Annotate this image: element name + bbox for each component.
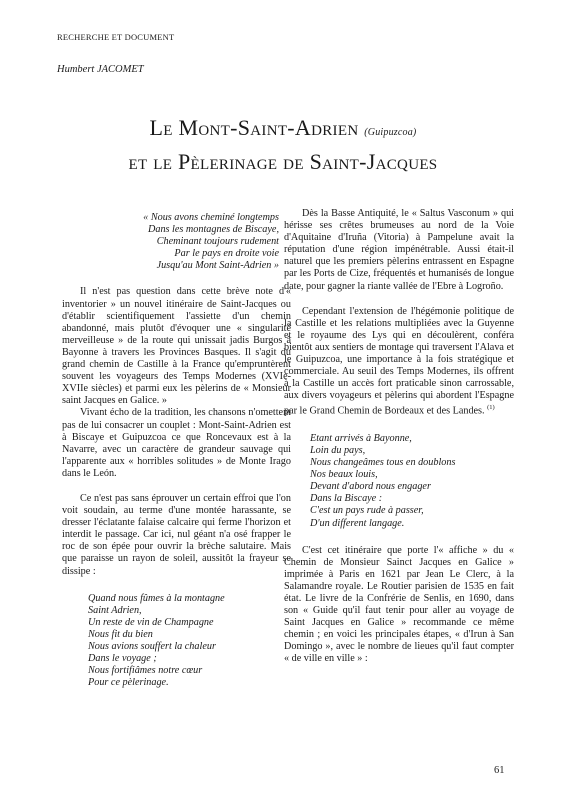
section-header: RECHERCHE ET DOCUMENT [57, 32, 175, 42]
poem-line: C'est un pays rude à passer, [310, 505, 424, 517]
poem-line: Un reste de vin de Champagne [88, 616, 214, 628]
poem-line: Nous avions souffert la chaleur [88, 641, 216, 652]
left-column [62, 208, 291, 691]
paragraph: Dès la Basse Antiquité, le « Saltus Vasconum » qui hérisse ses crêtes brumeuses au nord de la Voie d'Aquitaine d'Iruña (Vitoria) à Pampelune avait la réputation d'une région impénétrable. Aussi était-il naturel que les premiers pèlerins entrassent en Espagne par les Ports de Cize, fréquentés et humanisés de longue date, pour gagner la riante vallée de l'Ebre à Logroño. [284, 208, 514, 292]
poem-line: Quand nous fûmes à la montagne [88, 592, 225, 604]
paragraph-text: Cependant l'extension de l'hégémonie politique de la Castille et les relations multipliées avec la Guyenne et le royaume des Lys qui en découlèrent, conféra bientôt aux sentiers de montage qui traversent l'Alava et le Guipuzcoa, une importance à la fois stratégique et commerciale. Au seuil des Temps Modernes, ils offrent à la Castille un accès fort praticable sinon carrossable, aux divers voyageurs et pèlerins qui abordent l'Espagne par le Grand Chemin de Bordeaux et des Landes. [284, 305, 514, 417]
poem-line: Dans la Biscaye : [310, 493, 383, 505]
poem-line: D'un different langage. [310, 517, 405, 529]
epigraph-line: Dans les montagnes de Biscaye, [148, 224, 279, 236]
author-name: Humbert JACOMET [57, 64, 144, 75]
poem-line: Nous fit du bien [88, 628, 153, 640]
epigraph [62, 212, 279, 272]
epigraph-line: Jusqu'au Mont Saint-Adrien » [156, 260, 279, 272]
poem [88, 593, 291, 690]
epigraph-line: Par le pays en droite voie [174, 248, 279, 260]
paragraph: Vivant écho de la tradition, les chansons n'omettent pas de lui consacrer un couplet : Mont-Saint-Adrien est à Biscaye et Guipuzcoa ce que Roncevaux est à la Navarre, avec un caractère de grandeur sauvage qui l'apparente aux « horribles solitudes » de Monte Irago dans le León. [62, 407, 291, 479]
poem-line: Nous changeâmes tous en doublons [310, 457, 456, 469]
title-main: Le Mont-Saint-Adrien [149, 115, 359, 140]
epigraph-line: Cheminant toujours rudement [156, 236, 279, 248]
poem-line: Devant d'abord nous engager [310, 481, 431, 493]
title-line-1 [57, 113, 509, 147]
paragraph: C'est cet itinéraire que porte l'« affiche » du « Chemin de Monsieur Sainct Jacques en Galice » imprimée à Paris en 1621 par Jean Le Clerc, à la Salamandre royale. Le Routier parisien de 1535 en fait état. Le livre de la Confrérie de Senlis, en 1690, dans son « Guide qu'il faut tenir pour aller au voyage de Saint Jacques en Galice » recommande ce même chemin ; en voici les principales étapes, « d'Irun à San Domingo », avec le nombre de lieues qu'il faut compter « de ville en ville » : [284, 544, 514, 665]
poem-line: Dans le voyage ; [88, 653, 157, 665]
epigraph-line: « Nous avons cheminé longtemps [143, 212, 279, 223]
paragraph [284, 306, 514, 418]
footnote-reference: (1) [487, 404, 495, 412]
poem-line: Loin du pays, [310, 444, 366, 456]
page-number: 61 [494, 765, 505, 776]
poem-line: Saint Adrien, [88, 604, 142, 616]
paragraph: Ce n'est pas sans éprouver un certain effroi que l'on voit soudain, au terme d'une montée harassante, se dresser l'éclatante falaise calcaire qui ferme l'horizon et interdit le passage. Car ici, nul géant n'a osé frapper le roc de son épée pour ouvrir la brèche salutaire. Mais que paraisse un rayon de soleil, aussitôt la frayeur se dissipe : [62, 492, 291, 577]
article-title [57, 113, 509, 176]
poem-line: Pour ce pèlerinage. [88, 677, 169, 689]
right-column [284, 208, 514, 666]
title-subtitle: (Guipuzcoa) [364, 127, 417, 138]
poem-line: Nous fortifiâmes notre cœur [88, 665, 203, 677]
paragraph: Il n'est pas question dans cette brève note d'« inventorier » un nouvel itinéraire de Saint-Jacques ou d'établir scientifiquement l'assiette d'un chemin abandonné, mais plutôt d'évoquer une « singularité merveilleuse » de la route qui unissait jadis Burgos à Bayonne à travers les Provinces Basques. Il s'agit du grand chemin de Castille à la France qu'empruntèrent souvent les voyageurs des Temps Modernes (XVIe-XVIIe siècles) et parmi eux les pèlerins de « Monsieur saint Jacques en Galice. » [62, 286, 291, 407]
title-line-2: et le Pèlerinage de Saint-Jacques [128, 149, 438, 174]
poem-line: Nos beaux louis, [310, 469, 378, 481]
poem-line: Etant arrivés à Bayonne, [310, 432, 412, 444]
poem [310, 433, 514, 530]
